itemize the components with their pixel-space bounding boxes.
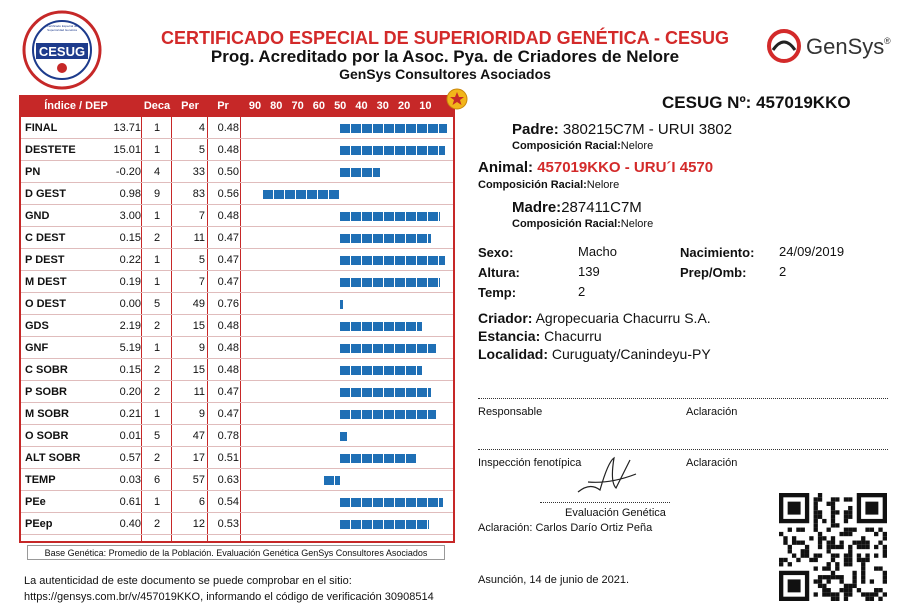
estancia-line xyxy=(478,328,602,344)
per-value: 4 xyxy=(198,122,205,134)
temp-value: 2 xyxy=(578,284,586,299)
percentile-bar xyxy=(340,300,343,309)
madre-label: Madre: xyxy=(512,199,562,216)
percentile-bar xyxy=(324,476,340,485)
percentile-bar xyxy=(340,168,380,177)
per-value: 15 xyxy=(192,364,205,376)
table-row xyxy=(21,315,453,337)
dep-value: 0.19 xyxy=(119,276,141,288)
percentile-bar xyxy=(340,322,422,331)
header-per: Per xyxy=(181,100,199,112)
per-value: 47 xyxy=(192,430,205,442)
temp-label: Temp: xyxy=(478,285,517,300)
index-name: GDS xyxy=(25,320,49,332)
animal-value: 457019KKO - URU´I 4570 xyxy=(537,159,714,176)
deca-value: 4 xyxy=(153,166,161,178)
deca-value: 1 xyxy=(153,144,161,156)
pr-value: 0.48 xyxy=(217,342,239,354)
deca-value: 1 xyxy=(153,210,161,222)
index-name: M DEST xyxy=(25,276,67,288)
index-name: D GEST xyxy=(25,188,66,200)
per-value: 12 xyxy=(192,518,205,530)
dep-value: 13.71 xyxy=(113,122,141,134)
deca-value: 1 xyxy=(153,276,161,288)
per-value: 33 xyxy=(192,166,205,178)
percentile-bar xyxy=(340,344,436,353)
dep-value: 0.15 xyxy=(119,232,141,244)
index-name: O SOBR xyxy=(25,430,69,442)
pr-value: 0.48 xyxy=(217,122,239,134)
verify-link[interactable]: https://gensys.com.br/v/457019KKO, informando el código de verificación 30908514 xyxy=(24,591,434,603)
index-name: O DEST xyxy=(25,298,66,310)
localidad-label: Localidad: xyxy=(478,346,549,362)
pr-value: 0.47 xyxy=(217,254,239,266)
criador-line xyxy=(478,310,711,326)
scale-label: 90 xyxy=(248,100,262,112)
signature-line xyxy=(540,502,670,503)
percentile-bar xyxy=(340,278,440,287)
percentile-bar xyxy=(340,146,445,155)
index-name: PEep xyxy=(25,518,53,530)
deca-value: 1 xyxy=(153,122,161,134)
pr-value: 0.50 xyxy=(217,166,239,178)
dep-value: 5.19 xyxy=(119,342,141,354)
dep-value: 0.15 xyxy=(119,364,141,376)
dep-value: 0.98 xyxy=(119,188,141,200)
aclaracion-label-3: Aclaración: Carlos Darío Ortiz Peña xyxy=(478,522,653,534)
scale-label: 10 xyxy=(419,100,432,112)
index-name: P DEST xyxy=(25,254,65,266)
header-pr: Pr xyxy=(217,100,229,112)
per-value: 7 xyxy=(198,210,205,222)
per-value: 7 xyxy=(198,276,205,288)
padre-value: 380215C7M - URUI 3802 xyxy=(562,121,733,138)
scale-label: 70 xyxy=(291,100,304,112)
madre-comp-value: Nelore xyxy=(620,218,654,230)
deca-value: 5 xyxy=(153,298,161,310)
evaluacion-label: Evaluación Genética xyxy=(565,507,666,519)
pr-value: 0.48 xyxy=(217,320,239,332)
table-row xyxy=(21,403,453,425)
comp-label: Composición Racial: xyxy=(512,218,621,230)
pr-value: 0.47 xyxy=(217,386,239,398)
per-value: 15 xyxy=(192,320,205,332)
cesug-logo xyxy=(22,10,102,90)
criador-label: Criador: xyxy=(478,310,533,326)
table-row xyxy=(21,161,453,183)
percentile-bar xyxy=(340,234,431,243)
dep-value: 0.01 xyxy=(119,430,141,442)
qr-code xyxy=(779,493,889,601)
cesug-number-label: CESUG Nº: xyxy=(662,93,752,112)
deca-value: 2 xyxy=(153,364,161,376)
logo-text: CESUG xyxy=(38,44,86,59)
deca-value: 1 xyxy=(153,342,161,354)
table-row xyxy=(21,491,453,513)
percentile-bar xyxy=(340,498,443,507)
gensys-registered: ® xyxy=(884,36,891,46)
logo-ring-text: Certificado Especial de Superioridad Genética xyxy=(46,24,78,32)
pr-value: 0.47 xyxy=(217,276,239,288)
prep-omb-value: 2 xyxy=(779,264,787,279)
dep-value: 15.01 xyxy=(113,144,141,156)
table-row xyxy=(21,359,453,381)
deca-value: 1 xyxy=(153,408,161,420)
table-row xyxy=(21,513,453,535)
index-name: C SOBR xyxy=(25,364,68,376)
company-name: GenSys Consultores Asociados xyxy=(339,66,551,82)
dep-table xyxy=(19,95,455,543)
animal-label: Animal: xyxy=(478,159,534,176)
index-name: FINAL xyxy=(25,122,58,134)
percentile-bar xyxy=(340,454,417,463)
scale-label: 30 xyxy=(376,100,389,112)
nacimiento-value: 24/09/2019 xyxy=(779,244,845,259)
table-row xyxy=(21,205,453,227)
pr-value: 0.76 xyxy=(217,298,239,310)
padre-line xyxy=(512,121,732,138)
percentile-bar xyxy=(340,366,422,375)
aclaracion-label-2: Aclaración xyxy=(686,457,738,469)
pr-value: 0.48 xyxy=(217,364,239,376)
table-row xyxy=(21,447,453,469)
pr-value: 0.51 xyxy=(217,452,239,464)
sexo-value: Macho xyxy=(578,244,618,259)
aclaracion-label-1: Aclaración xyxy=(686,406,738,418)
per-value: 5 xyxy=(198,144,205,156)
comp-label: Composición Racial: xyxy=(512,140,621,152)
table-row xyxy=(21,249,453,271)
per-value: 11 xyxy=(193,232,205,244)
signature-line xyxy=(478,398,888,399)
deca-value: 2 xyxy=(153,320,161,332)
padre-label: Padre: xyxy=(512,121,559,138)
dep-value: 0.00 xyxy=(119,298,141,310)
criador-value: Agropecuaria Chacurru S.A. xyxy=(535,310,711,326)
per-value: 83 xyxy=(192,188,205,200)
percentile-bar xyxy=(340,256,445,265)
estancia-label: Estancia: xyxy=(478,328,541,344)
deca-value: 1 xyxy=(153,496,161,508)
index-name: DESTETE xyxy=(25,144,76,156)
pr-value: 0.48 xyxy=(217,210,239,222)
cesug-number-block xyxy=(662,93,851,113)
issue-date: Asunción, 14 de junio de 2021. xyxy=(478,574,630,586)
scale-label: 20 xyxy=(397,100,411,112)
header-index: Índice / DEP xyxy=(44,100,108,112)
deca-value: 9 xyxy=(153,188,161,200)
table-row xyxy=(21,469,453,491)
header-deca: Deca xyxy=(143,100,171,112)
deca-value: 2 xyxy=(153,232,161,244)
gensys-mark-icon xyxy=(766,28,802,64)
gensys-logo xyxy=(766,28,896,68)
dep-value: 0.57 xyxy=(119,452,141,464)
index-name: M SOBR xyxy=(25,408,69,420)
page-title: CERTIFICADO ESPECIAL DE SUPERIORIDAD GENÉTICA - CESUG xyxy=(160,28,730,48)
dep-value: 0.21 xyxy=(119,408,141,420)
gensys-name: GenSys xyxy=(806,34,885,59)
responsable-label: Responsable xyxy=(478,406,543,418)
table-row xyxy=(21,425,453,447)
scale-label: 80 xyxy=(270,100,283,112)
nacimiento-label: Nacimiento: xyxy=(680,245,755,260)
star-badge-icon xyxy=(446,88,468,110)
dep-value: 0.22 xyxy=(119,254,141,266)
dep-value: 0.03 xyxy=(119,474,141,486)
dep-value: 0.40 xyxy=(119,518,141,530)
percentile-bar xyxy=(340,432,347,441)
scale-label: 40 xyxy=(355,100,368,112)
deca-value: 2 xyxy=(153,452,161,464)
table-row xyxy=(21,117,453,139)
percentile-bar xyxy=(340,410,436,419)
percentile-bar xyxy=(263,190,340,199)
percentile-bar xyxy=(340,520,429,529)
verify-line-1: La autenticidad de este documento se puede comprobar en el sitio: xyxy=(24,575,352,587)
signature-scribble xyxy=(570,452,640,504)
localidad-line xyxy=(478,346,711,362)
deca-value: 1 xyxy=(153,254,161,266)
table-row xyxy=(21,271,453,293)
sexo-label: Sexo: xyxy=(478,245,514,260)
percentile-bar xyxy=(340,212,440,221)
percentile-bar xyxy=(340,124,447,133)
dep-value: 2.19 xyxy=(119,320,141,332)
comp-label: Composición Racial: xyxy=(478,179,587,191)
padre-comp xyxy=(512,140,653,152)
animal-line xyxy=(478,159,713,176)
madre-value: 287411C7M xyxy=(561,199,642,216)
table-row xyxy=(21,293,453,315)
dep-value: 3.00 xyxy=(119,210,141,222)
table-row xyxy=(21,183,453,205)
page-subtitle: Prog. Acreditado por la Asoc. Pya. de Criadores de Nelore xyxy=(210,47,680,66)
animal-comp xyxy=(478,179,619,191)
pr-value: 0.53 xyxy=(217,518,239,530)
pr-value: 0.54 xyxy=(217,496,239,508)
per-value: 11 xyxy=(193,386,205,398)
pr-value: 0.56 xyxy=(217,188,239,200)
table-row xyxy=(21,139,453,161)
madre-comp xyxy=(512,218,653,230)
per-value: 9 xyxy=(198,408,205,420)
per-value: 9 xyxy=(198,342,205,354)
index-name: P SOBR xyxy=(25,386,67,398)
inspeccion-label: Inspección fenotípica xyxy=(478,457,582,469)
madre-line xyxy=(512,199,642,216)
index-name: TEMP xyxy=(25,474,56,486)
localidad-value: Curuguaty/Canindeyu-PY xyxy=(551,346,711,362)
cesug-number: 457019KKO xyxy=(756,93,851,112)
per-value: 17 xyxy=(192,452,205,464)
dep-value: 0.61 xyxy=(119,496,141,508)
table-row xyxy=(21,227,453,249)
index-name: GNF xyxy=(25,342,49,354)
scale-label: 60 xyxy=(312,100,326,112)
per-value: 5 xyxy=(198,254,205,266)
index-name: PN xyxy=(25,166,41,178)
table-row xyxy=(21,381,453,403)
pr-value: 0.78 xyxy=(217,430,239,442)
dep-value: 0.20 xyxy=(119,386,141,398)
index-name: ALT SOBR xyxy=(25,452,81,464)
dep-value: -0.20 xyxy=(115,166,141,178)
table-footnote: Base Genética: Promedio de la Población. Evaluación Genética GenSys Consultores Asociados xyxy=(27,545,445,560)
table-row xyxy=(21,337,453,359)
index-name: GND xyxy=(25,210,50,222)
deca-value: 2 xyxy=(153,386,161,398)
animal-comp-value: Nelore xyxy=(586,179,620,191)
deca-value: 2 xyxy=(153,518,161,530)
signature-line xyxy=(478,449,888,450)
index-name: C DEST xyxy=(25,232,66,244)
index-name: PEe xyxy=(25,496,46,508)
deca-value: 6 xyxy=(153,474,161,486)
deca-value: 5 xyxy=(153,430,161,442)
padre-comp-value: Nelore xyxy=(620,140,654,152)
estancia-value: Chacurru xyxy=(544,328,602,344)
altura-label: Altura: xyxy=(478,265,520,280)
altura-value: 139 xyxy=(578,264,600,279)
scale-label: 50 xyxy=(334,100,347,112)
pr-value: 0.48 xyxy=(217,144,239,156)
pr-value: 0.47 xyxy=(217,232,239,244)
per-value: 57 xyxy=(192,474,205,486)
pr-value: 0.47 xyxy=(217,408,239,420)
pr-value: 0.63 xyxy=(217,474,239,486)
prep-omb-label: Prep/Omb: xyxy=(680,265,747,280)
percentile-bar xyxy=(340,388,431,397)
table-header xyxy=(21,97,453,117)
per-value: 6 xyxy=(198,496,205,508)
per-value: 49 xyxy=(192,298,205,310)
